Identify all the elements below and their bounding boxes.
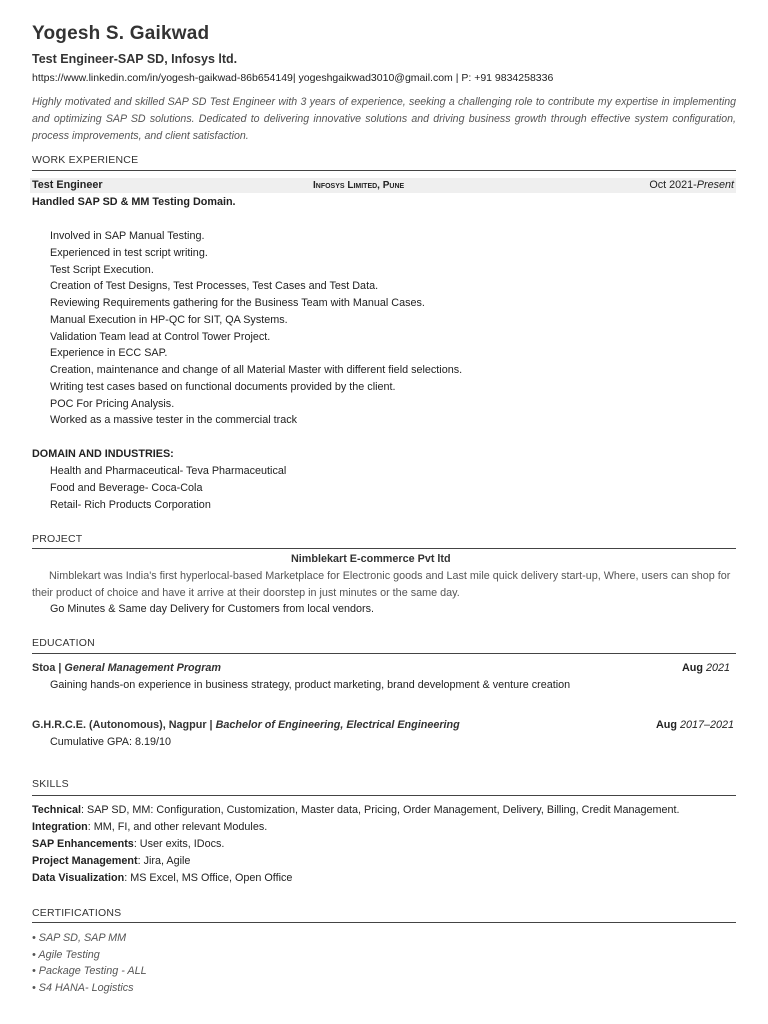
job-bullet: Experience in ECC SAP. (50, 347, 168, 359)
education-date-month: Aug (655, 719, 680, 731)
certification-item: • Agile Testing (32, 949, 100, 961)
job-bullet: Test Script Execution. (50, 264, 154, 276)
skill-value: : User exits, IDocs. (133, 838, 225, 850)
education-institution: Stoa | (32, 662, 65, 674)
skill-value: : SAP SD, MM: Configuration, Customization, Master data, Pricing, Order Management, Delivery, Billing, Credit Management. (81, 804, 680, 816)
project-description: Nimblekart was India's first hyperlocal-based Marketplace for Electronic goods and Last mile quick delivery start-up, Where, users can shop for their product of choice and have it arrive at their doorstep in just minutes or the same day. (32, 570, 731, 599)
education-heading: EDUCATION (32, 637, 95, 649)
certification-item: • SAP SD, SAP MM (32, 932, 127, 944)
skill-value: : MS Excel, MS Office, Open Office (124, 872, 293, 884)
job-bullet: POC For Pricing Analysis. (50, 398, 175, 410)
summary-paragraph: Highly motivated and skilled SAP SD Test Engineer with 3 years of experience, seeking a challenging role to contribute my expertise in implementing and optimizing SAP SD solutions. Dedicated to delivering innovative solutions and driving business growth through effective system configuration, process improvements, and client satisfaction. (32, 96, 736, 142)
job-bullet: Creation of Test Designs, Test Processes, Test Cases and Test Data. (50, 280, 379, 292)
skill-row (32, 838, 224, 850)
candidate-subtitle: Test Engineer-SAP SD, Infosys ltd. (32, 52, 238, 66)
education-date (682, 662, 730, 674)
certification-item: • S4 HANA- Logistics (32, 982, 134, 994)
certification-item: • Package Testing - ALL (32, 965, 147, 977)
education-entry-title (32, 662, 221, 674)
education-detail: Gaining hands-on experience in business strategy, product marketing, brand development & venture creation (50, 679, 571, 691)
certifications-rule (32, 922, 736, 923)
job-bullet: Worked as a massive tester in the commercial track (50, 414, 298, 426)
job-title: Test Engineer (32, 179, 103, 191)
industry-item: Health and Pharmaceutical- Teva Pharmaceutical (50, 465, 287, 477)
job-bullet: Creation, maintenance and change of all Material Master with different field selections. (50, 364, 463, 376)
job-date-end: Present (696, 179, 734, 191)
skill-row (32, 804, 680, 816)
education-detail: Cumulative GPA: 8.19/10 (50, 736, 172, 748)
education-date-years: 2021 (705, 662, 730, 674)
skill-label: SAP Enhancements (32, 838, 134, 850)
job-bullet: Writing test cases based on functional documents provided by the client. (50, 381, 396, 393)
industry-item: Retail- Rich Products Corporation (50, 499, 211, 511)
skill-label: Technical (32, 804, 82, 816)
education-program: Bachelor of Engineering, Electrical Engineering (215, 719, 460, 731)
education-date-years: 2017–2021 (679, 719, 734, 731)
job-company: Infosys Limited, Pune (313, 180, 405, 191)
project-name: Nimblekart E-commerce Pvt ltd (291, 553, 451, 565)
industry-item: Food and Beverage- Coca-Cola (50, 482, 203, 494)
education-program: General Management Program (64, 662, 222, 674)
education-rule (32, 653, 736, 654)
skill-value: : Jira, Agile (137, 855, 191, 867)
certifications-heading: CERTIFICATIONS (32, 907, 122, 919)
contact-line[interactable]: https://www.linkedin.com/in/yogesh-gaikwad-86b654149| yogeshgaikwad3010@gmail.com | P: +91 9834258336 (32, 72, 554, 84)
project-tagline: Go Minutes & Same day Delivery for Customers from local vendors. (50, 603, 375, 615)
job-domain-line: Handled SAP SD & MM Testing Domain. (32, 196, 236, 208)
skill-label: Data Visualization (32, 872, 125, 884)
education-date-month: Aug (681, 662, 706, 674)
job-bullet: Validation Team lead at Control Tower Project. (50, 331, 271, 343)
skill-label: Project Management (32, 855, 138, 867)
industries-heading: DOMAIN AND INDUSTRIES: (32, 448, 174, 460)
skill-row (32, 855, 190, 867)
work-experience-rule (32, 170, 736, 171)
skill-row (32, 821, 267, 833)
skills-rule (32, 795, 736, 796)
job-date (649, 179, 734, 191)
skill-row (32, 872, 292, 884)
education-entry-title (32, 719, 460, 731)
education-institution: G.H.R.C.E. (Autonomous), Nagpur | (32, 719, 216, 731)
job-bullet: Involved in SAP Manual Testing. (50, 230, 205, 242)
job-bullet: Reviewing Requirements gathering for the Business Team with Manual Cases. (50, 297, 425, 309)
job-bullet: Manual Execution in HP-QC for SIT, QA Systems. (50, 314, 288, 326)
candidate-name: Yogesh S. Gaikwad (32, 23, 210, 44)
job-date-start: Oct 2021- (649, 179, 697, 191)
skills-heading: SKILLS (32, 778, 69, 790)
work-experience-heading: WORK EXPERIENCE (32, 154, 139, 166)
skill-value: : MM, FI, and other relevant Modules. (87, 821, 268, 833)
project-rule (32, 548, 736, 549)
skill-label: Integration (32, 821, 88, 833)
project-heading: PROJECT (32, 533, 83, 545)
job-bullet: Experienced in test script writing. (50, 247, 208, 259)
education-date (656, 719, 734, 731)
